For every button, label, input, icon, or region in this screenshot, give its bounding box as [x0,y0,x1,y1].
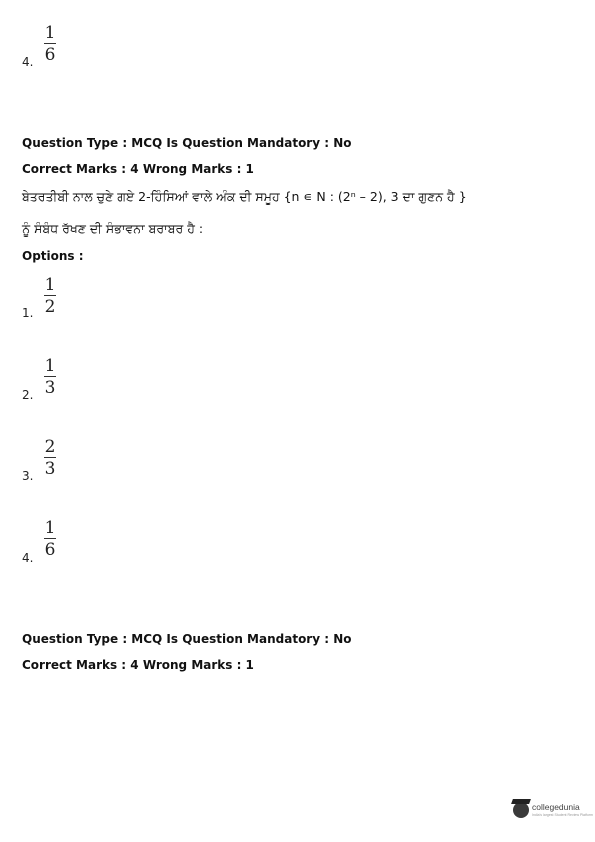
fraction-bar [44,538,56,539]
fraction-denominator: 6 [44,540,56,560]
fraction-numerator: 1 [44,275,56,295]
logo-name: collegedunia [532,802,580,812]
fraction-denominator: 3 [44,459,56,479]
option-fraction [41,519,59,559]
option-fraction [41,438,59,478]
options-label: Options : [22,249,84,263]
collegedunia-logo [513,801,593,823]
fraction-numerator: 1 [44,518,56,538]
option-number: 1. [22,306,34,320]
fraction-denominator: 6 [44,45,56,65]
option-number: 2. [22,388,34,402]
fraction-denominator: 3 [44,378,56,398]
logo-tagline: India's largest Student Review Platform [532,813,593,817]
option-fraction [41,357,59,397]
option-number: 4. [22,551,34,565]
graduation-cap-icon [511,799,531,804]
fraction-numerator: 2 [44,437,56,457]
marks-line: Correct Marks : 4 Wrong Marks : 1 [22,658,254,672]
marks-line: Correct Marks : 4 Wrong Marks : 1 [22,162,254,176]
fraction-numerator: 1 [44,356,56,376]
option-number: 4. [22,55,34,69]
fraction-denominator: 2 [44,297,56,317]
fraction-bar [44,295,56,296]
question-type-line: Question Type : MCQ Is Question Mandatory : No [22,632,352,646]
fraction-bar [44,457,56,458]
question-type-line: Question Type : MCQ Is Question Mandatory : No [22,136,352,150]
fraction-numerator: 1 [44,23,56,43]
option-number: 3. [22,469,34,483]
option-fraction [41,276,59,316]
graduate-mascot-icon [513,802,529,818]
option-fraction [41,24,59,64]
question-text: ਬੇਤਰਤੀਬੀ ਨਾਲ ਚੁਣੇ ਗਏ 2-ਹਿੰਸਿਆਂ ਵਾਲੇ ਅੰਕ ਦੀ ਸਮੂਹ {n ∊ N : (2ⁿ – 2), 3 ਦਾ ਗੁਣਨ ਹੈ } ਨੂੰ ਸੰਬੰਧ ਰੱਖਣ ਦੀ ਸੰਭਾਵਨਾ ਬਰਾਬਰ ਹੈ : [22,189,467,236]
fraction-bar [44,376,56,377]
fraction-bar [44,43,56,44]
